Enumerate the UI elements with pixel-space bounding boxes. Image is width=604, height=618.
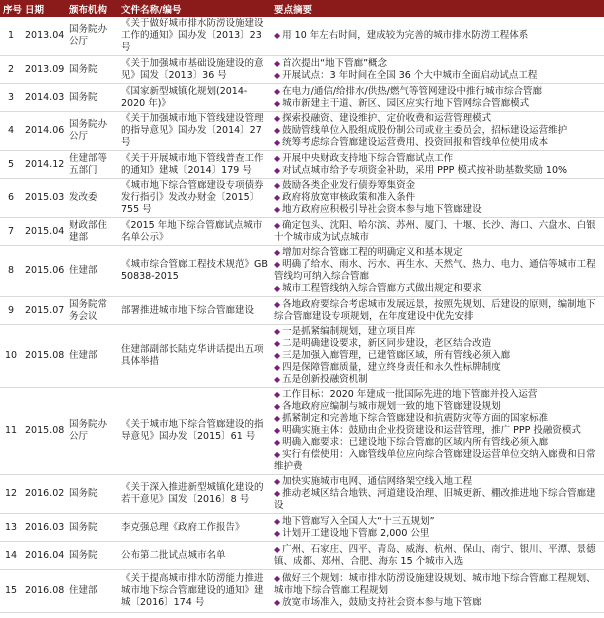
cell-agency: 住建部等五部门	[66, 151, 118, 179]
table-row	[0, 17, 604, 56]
cell-date: 2016.04	[22, 542, 66, 570]
table-row	[0, 84, 604, 112]
cell-date: 2014.12	[22, 151, 66, 179]
cell-date: 2016.08	[22, 570, 66, 613]
cell-no: 14	[0, 542, 22, 570]
cell-points	[271, 112, 604, 151]
table-row	[0, 218, 604, 246]
point-text: 工作目标：2020 年建成一批国际先进的地下管廊并投入运营	[282, 389, 538, 400]
diamond-bullet-icon: ◆	[274, 220, 281, 230]
table-row	[0, 297, 604, 325]
cell-no: 15	[0, 570, 22, 613]
diamond-bullet-icon: ◆	[274, 544, 281, 554]
cell-date: 2016.02	[22, 475, 66, 514]
header-row	[0, 0, 604, 17]
cell-agency: 国务院常务会议	[66, 297, 118, 325]
diamond-bullet-icon: ◆	[274, 165, 281, 175]
point-item	[274, 220, 601, 244]
point-item	[274, 362, 601, 374]
point-text: 用 10 年左右时间，建成较为完善的城市排水防涝工程体系	[282, 30, 529, 41]
point-text: 城市新建主干道、新区、园区应实行地下管网综合管廊模式	[282, 97, 530, 109]
table-row	[0, 514, 604, 542]
point-text: 明确实施主体：鼓励由企业投资建设和运营管理，推广 PPP 投融资模式	[282, 425, 581, 436]
cell-doc: 《关于提高城市排水防涝能力推进城市地下综合管廊建设的通知》建城〔2016〕174 号	[118, 570, 271, 613]
header-doc: 文件名称/编号	[118, 0, 271, 17]
cell-no: 9	[0, 297, 22, 325]
point-text: 探索投融资、建设维护、定价收费和运营管理模式	[282, 113, 492, 124]
cell-agency: 国务院	[66, 56, 118, 84]
cell-doc: 《关于深入推进新型城镇化建设的若干意见》国发〔2016〕8 号	[118, 475, 271, 514]
point-item	[274, 259, 601, 283]
cell-agency: 发改委	[66, 179, 118, 218]
cell-no: 6	[0, 179, 22, 218]
diamond-bullet-icon: ◆	[274, 402, 281, 411]
cell-agency: 国务院	[66, 542, 118, 570]
cell-doc: 《城市地下综合管廊建设专项债券发行指引》发改办财金〔2015〕755 号	[118, 179, 271, 218]
table-row	[0, 56, 604, 84]
cell-no: 4	[0, 112, 22, 151]
point-item	[274, 125, 601, 137]
point-item	[274, 192, 601, 204]
diamond-bullet-icon: ◆	[274, 363, 281, 372]
point-item	[274, 425, 601, 437]
point-text: 三是加强入廊管理，已建管廊区域，所有管线必须入廊	[282, 350, 511, 361]
point-item	[274, 413, 601, 425]
diamond-bullet-icon: ◆	[274, 86, 281, 96]
point-text: 广州、石家庄、四平、青岛、威海、杭州、保山、南宁、银川、平潭、景德镇、成都、郑州、合肥、海东 15 个城市入选	[274, 543, 596, 567]
point-text: 明确了给水、雨水、污水、再生水、天然气、热力、电力、通信等城市工程管线均可纳入综合管廊	[274, 259, 596, 282]
point-text: 城市工程管线纳入综合管廊方式做出规定和要求	[282, 283, 482, 294]
point-text: 抓紧制定和完善地下综合管廊建设和抗震防灾等方面的国家标准	[282, 413, 549, 424]
cell-points	[271, 218, 604, 246]
point-text: 统筹考虑综合管廊建设运营费用、投资回报和管线单位使用成本	[282, 137, 549, 148]
cell-date: 2015.08	[22, 325, 66, 388]
point-text: 首次提出“地下管廊”概念	[282, 57, 387, 69]
cell-doc: 公布第二批试点城市名单	[118, 542, 271, 570]
point-text: 放宽市场准入，鼓励支持社会资本参与地下管廊	[282, 597, 482, 608]
cell-agency: 国务院	[66, 514, 118, 542]
diamond-bullet-icon: ◆	[274, 438, 281, 447]
cell-points	[271, 325, 604, 388]
diamond-bullet-icon: ◆	[274, 477, 281, 486]
header-agency: 颁布机构	[66, 0, 118, 17]
cell-date: 2015.07	[22, 297, 66, 325]
table-row	[0, 475, 604, 514]
cell-date: 2015.08	[22, 388, 66, 475]
point-text: 对试点城市给予专项资金补助，采用 PPP 模式按补助基数奖励 10%	[282, 164, 568, 176]
point-text: 增加对综合管廊工程的明确定义和基本规定	[282, 247, 463, 258]
diamond-bullet-icon: ◆	[274, 98, 281, 108]
diamond-bullet-icon: ◆	[274, 390, 281, 399]
cell-date: 2015.06	[22, 246, 66, 297]
diamond-bullet-icon: ◆	[274, 205, 281, 214]
table-row	[0, 325, 604, 388]
diamond-bullet-icon: ◆	[274, 489, 281, 498]
diamond-bullet-icon: ◆	[274, 138, 281, 147]
diamond-bullet-icon: ◆	[274, 426, 281, 435]
header-no: 序号	[0, 0, 22, 17]
cell-no: 12	[0, 475, 22, 514]
diamond-bullet-icon: ◆	[274, 284, 281, 293]
point-text: 二是明确建设要求，新区同步建设，老区结合改造	[282, 338, 492, 349]
point-text: 地下管廊写入全国人大“十三五规划”	[282, 515, 435, 527]
point-item	[274, 516, 601, 528]
cell-no: 2	[0, 56, 22, 84]
point-item	[274, 98, 601, 110]
point-item	[274, 113, 601, 125]
point-item	[274, 204, 601, 216]
diamond-bullet-icon: ◆	[274, 327, 281, 336]
diamond-bullet-icon: ◆	[274, 574, 281, 583]
diamond-bullet-icon: ◆	[274, 193, 281, 202]
point-item	[274, 70, 601, 82]
cell-date: 2013.04	[22, 17, 66, 56]
cell-date: 2014.03	[22, 84, 66, 112]
diamond-bullet-icon: ◆	[274, 153, 281, 163]
point-text: 鼓励管线单位入股组成股份制公司或业主委员会，招标建设运营维护	[282, 125, 568, 136]
point-text: 各地政府要综合考虑城市发展远景，按照先规划、后建设的原则，编制地下综合管廊建设专项规划，在年度建设中优先安排	[274, 298, 596, 322]
point-text: 推动老城区结合地铁、河道建设治理、旧城更新、棚改推进地下综合管廊建设	[274, 488, 596, 511]
table-row	[0, 112, 604, 151]
table-row	[0, 542, 604, 570]
point-item	[274, 58, 601, 70]
cell-points	[271, 179, 604, 218]
point-item	[274, 180, 601, 192]
point-item	[274, 544, 601, 568]
point-item	[274, 153, 601, 165]
diamond-bullet-icon: ◆	[274, 31, 281, 40]
cell-points	[271, 56, 604, 84]
point-item	[274, 338, 601, 350]
diamond-bullet-icon: ◆	[274, 58, 281, 68]
cell-agency: 住建部	[66, 246, 118, 297]
point-item	[274, 283, 601, 295]
point-text: 开展中央财政支持地下综合管廊试点工作	[282, 152, 454, 164]
point-text: 开展试点：3 年时间在全国 36 个大中城市全面启动试点工程	[282, 69, 538, 81]
cell-points	[271, 17, 604, 56]
cell-points	[271, 542, 604, 570]
diamond-bullet-icon: ◆	[274, 598, 281, 607]
table-row	[0, 570, 604, 613]
header-date: 日期	[22, 0, 66, 17]
point-text: 明确入廊要求：已建设地下综合管廊的区域内所有管线必须入廊	[282, 437, 549, 448]
diamond-bullet-icon: ◆	[274, 339, 281, 348]
diamond-bullet-icon: ◆	[274, 248, 281, 257]
point-text: 做好三个规划：城市排水防涝设施建设规划、城市地下综合管廊工程规划、城市地下综合管廊工程规划	[274, 573, 596, 596]
table-row	[0, 179, 604, 218]
cell-no: 1	[0, 17, 22, 56]
point-item	[274, 299, 601, 323]
point-item	[274, 401, 601, 413]
diamond-bullet-icon: ◆	[274, 450, 281, 459]
cell-points	[271, 570, 604, 613]
cell-agency: 国务院办公厅	[66, 17, 118, 56]
header-points: 要点摘要	[271, 0, 604, 17]
point-item	[274, 165, 601, 177]
cell-doc: 《城市综合管廊工程技术规范》GB 50838-2015	[118, 246, 271, 297]
point-text: 计划开工建设地下管廊 2,000 公里	[282, 527, 430, 539]
point-text: 政府将放宽审核政策和准入条件	[282, 192, 416, 203]
cell-no: 8	[0, 246, 22, 297]
cell-points	[271, 388, 604, 475]
cell-agency: 国务院办公厅	[66, 388, 118, 475]
cell-date: 2016.03	[22, 514, 66, 542]
cell-points	[271, 84, 604, 112]
cell-date: 2014.06	[22, 112, 66, 151]
cell-date: 2015.03	[22, 179, 66, 218]
table-row	[0, 388, 604, 475]
diamond-bullet-icon: ◆	[274, 414, 281, 423]
diamond-bullet-icon: ◆	[274, 126, 281, 135]
cell-no: 11	[0, 388, 22, 475]
cell-no: 10	[0, 325, 22, 388]
table-header	[0, 0, 604, 17]
cell-no: 13	[0, 514, 22, 542]
cell-date: 2013.09	[22, 56, 66, 84]
point-item	[274, 247, 601, 259]
point-text: 地方政府应积极引导社会资本参与地下管廊建设	[282, 204, 482, 215]
cell-doc: 《国家新型城镇化规划(2014-2020 年)》	[118, 84, 271, 112]
cell-agency: 国务院办公厅	[66, 112, 118, 151]
diamond-bullet-icon: ◆	[274, 375, 281, 384]
point-text: 在电力/通信/给排水/供热/燃气等管网建设中推行城市综合管廊	[282, 85, 542, 97]
point-item	[274, 137, 601, 149]
point-item	[274, 437, 601, 449]
diamond-bullet-icon: ◆	[274, 70, 281, 80]
point-item	[274, 597, 601, 609]
diamond-bullet-icon: ◆	[274, 181, 281, 190]
table-row	[0, 246, 604, 297]
point-item	[274, 389, 601, 401]
cell-agency: 住建部	[66, 325, 118, 388]
point-item	[274, 374, 601, 386]
cell-doc: 《关于城市地下综合管廊建设的指导意见》国办发〔2015〕61 号	[118, 388, 271, 475]
point-text: 四是保障管廊质量，建立终身责任和永久性标牌制度	[282, 362, 501, 373]
cell-no: 7	[0, 218, 22, 246]
cell-doc: 部署推进城市地下综合管廊建设	[118, 297, 271, 325]
point-item	[274, 488, 601, 512]
cell-doc: 《关于加强城市基础设施建设的意见》国发〔2013〕36 号	[118, 56, 271, 84]
point-item	[274, 86, 601, 98]
point-item	[274, 573, 601, 597]
table-body	[0, 17, 604, 613]
diamond-bullet-icon: ◆	[274, 299, 281, 309]
point-item	[274, 30, 601, 42]
cell-doc: 《2015 年地下综合管廊试点城市名单公示》	[118, 218, 271, 246]
cell-doc: 《关于加强城市地下管线建设管理的指导意见》国办发〔2014〕27 号	[118, 112, 271, 151]
cell-doc: 《关于开展城市地下管线普查工作的通知》建城〔2014〕179 号	[118, 151, 271, 179]
diamond-bullet-icon: ◆	[274, 260, 281, 269]
diamond-bullet-icon: ◆	[274, 516, 281, 526]
point-text: 实行有偿使用：入廊管线单位应向综合管廊建设运营单位交纳入廊费和日常维护费	[274, 449, 596, 472]
cell-points	[271, 246, 604, 297]
cell-doc: 李克强总理《政府工作报告》	[118, 514, 271, 542]
point-text: 各地政府应编制与城市规划一致的地下管廊建设规划	[282, 401, 501, 412]
cell-no: 3	[0, 84, 22, 112]
cell-points	[271, 475, 604, 514]
point-item	[274, 326, 601, 338]
point-text: 五是创新投融资机制	[282, 374, 368, 385]
point-text: 确定包头、沈阳、哈尔滨、苏州、厦门、十堰、长沙、海口、六盘水、白银十个城市成为试点城市	[274, 219, 596, 243]
cell-points	[271, 514, 604, 542]
point-text: 一是抓紧编制规划，建立项目库	[282, 326, 416, 337]
point-item	[274, 449, 601, 473]
cell-no: 5	[0, 151, 22, 179]
cell-agency: 住建部	[66, 570, 118, 613]
cell-doc: 《关于做好城市排水防涝设施建设工作的通知》国办发〔2013〕23 号	[118, 17, 271, 56]
cell-agency: 国务院	[66, 84, 118, 112]
point-text: 鼓励各类企业发行债券筹集资金	[282, 180, 416, 191]
table-row	[0, 151, 604, 179]
cell-points	[271, 297, 604, 325]
point-item	[274, 528, 601, 540]
diamond-bullet-icon: ◆	[274, 528, 281, 538]
diamond-bullet-icon: ◆	[274, 351, 281, 360]
point-item	[274, 476, 601, 488]
cell-agency: 国务院	[66, 475, 118, 514]
point-item	[274, 350, 601, 362]
diamond-bullet-icon: ◆	[274, 114, 281, 123]
cell-date: 2015.04	[22, 218, 66, 246]
cell-agency: 财政部住建部	[66, 218, 118, 246]
cell-points	[271, 151, 604, 179]
cell-doc: 住建部副部长陆克华讲话提出五项具体举措	[118, 325, 271, 388]
point-text: 加快实施城市电网、通信网络架空线入地工程	[282, 476, 473, 487]
